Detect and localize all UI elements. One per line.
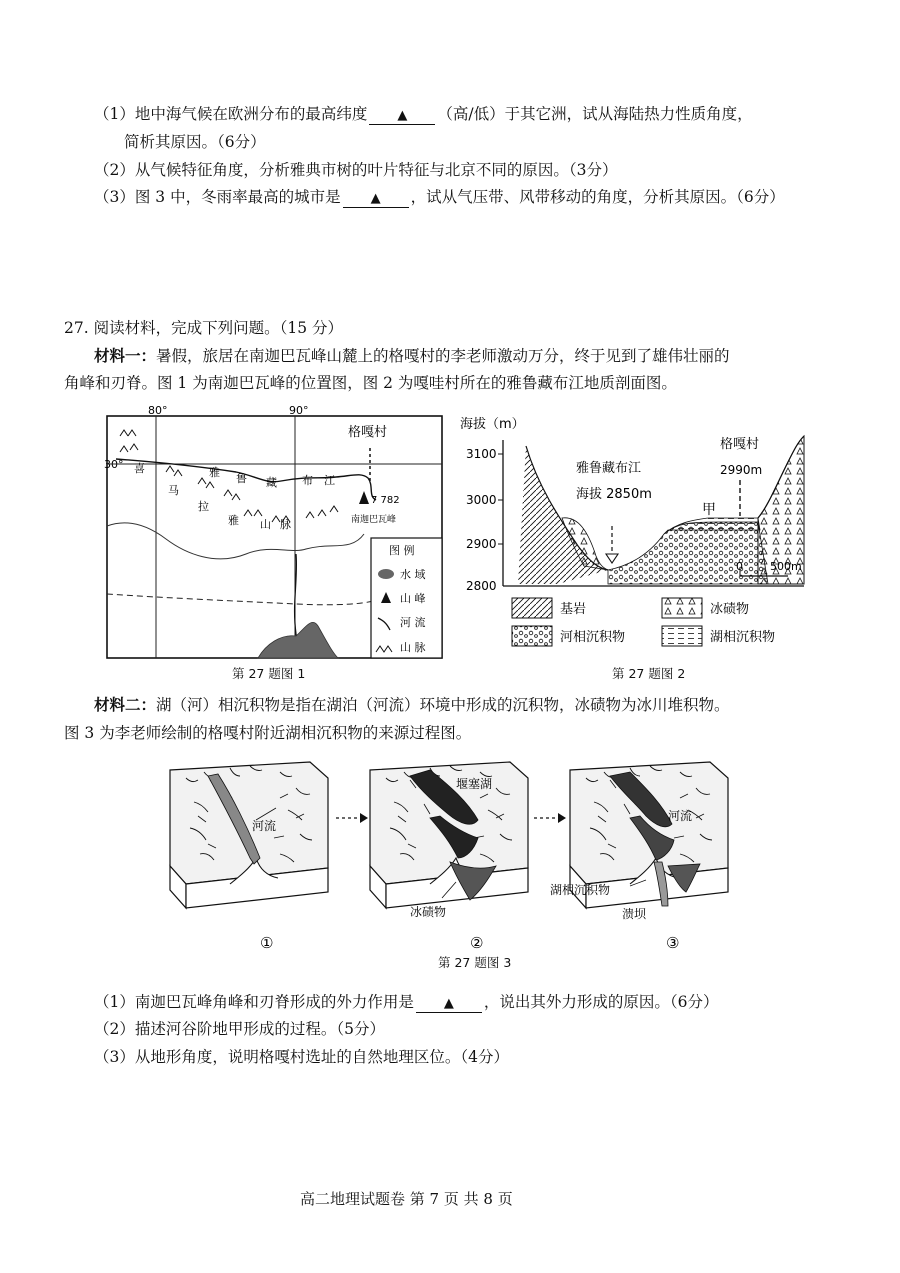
scale-length: 500m xyxy=(770,560,802,573)
page-footer: 高二地理试题卷 第 7 页 共 8 页 xyxy=(300,1190,513,1208)
map-village-label: 格嘎村 xyxy=(348,425,388,440)
lacustrine-legend-swatch xyxy=(662,626,702,646)
profile-y-axis-label: 海拔（m） xyxy=(460,417,525,432)
material2-text: 湖（河）相沉积物是指在湖泊（河流）环境中形成的沉积物，冰碛物为冰川堆积物。 xyxy=(156,696,730,714)
q27-sub2: （2）描述河谷阶地甲形成的过程。（5分） xyxy=(94,1020,385,1038)
q27-sub1-text-a: （1）南迦巴瓦峰角峰和刃脊形成的外力作用是 xyxy=(94,993,414,1011)
q26-sub1-line1 xyxy=(94,104,753,125)
terrace-jia-label: 甲 xyxy=(702,502,716,518)
legend-title: 图 例 xyxy=(389,544,415,557)
q26-sub1-text-a: （1）地中海气候在欧洲分布的最高纬度 xyxy=(94,105,368,123)
q26-sub3-text-a: （3）图 3 中，冬雨率最高的城市是 xyxy=(94,188,341,206)
ytick-2900: 2900 xyxy=(466,537,497,551)
scale-zero: 0 xyxy=(736,560,743,573)
material1-label: 材料一： xyxy=(94,346,157,365)
arrow-right-icon xyxy=(558,813,566,823)
legend-bedrock: 基岩 xyxy=(560,602,587,617)
legend-water: 水 域 xyxy=(400,568,426,581)
legend-moraine: 冰碛物 xyxy=(710,602,750,617)
answer-blank: ▲ xyxy=(416,996,482,1013)
q26-sub1-text-b: （高/低）于其它洲，试从海陆热力性质角度， xyxy=(437,105,753,123)
panel-1-block xyxy=(170,762,328,908)
q27-title: 27. 阅读材料，完成下列问题。（15 分） xyxy=(64,319,343,337)
panel2-lake-label: 堰塞湖 xyxy=(456,777,493,791)
q27-sub3: （3）从地形角度，说明格嘎村选址的自然地理区位。（4分） xyxy=(94,1048,509,1066)
range-label-char: 喜 xyxy=(134,462,145,475)
figure-2-profile xyxy=(458,406,810,662)
bedrock-legend-swatch xyxy=(512,598,552,618)
panel-number-1: ① xyxy=(260,934,274,952)
range-label-char: 山 xyxy=(260,518,271,531)
figure-1-caption: 第 27 题图 1 xyxy=(232,666,306,681)
panel3-lacustrine-label: 湖相沉积物 xyxy=(550,883,611,897)
q27-material1-line2: 角峰和刃脊。图 1 为南迦巴瓦峰的位置图，图 2 为嘎哇村所在的雅鲁藏布江地质剖面图。 xyxy=(64,374,677,392)
river-label-char: 鲁 xyxy=(236,472,247,485)
legend-mountain: 山 脉 xyxy=(400,641,426,654)
panel3-river-label: 河流 xyxy=(668,809,693,823)
river-label-char: 藏 xyxy=(266,476,277,489)
fluvial-legend-swatch xyxy=(512,626,552,646)
q27-sub1-text-b: ，说出其外力形成的原因。（6分） xyxy=(483,993,719,1011)
ytick-2800: 2800 xyxy=(466,579,497,593)
panel-3-block xyxy=(550,762,728,921)
range-label-char: 雅 xyxy=(228,514,239,527)
panel-number-2: ② xyxy=(470,934,484,952)
river-level-marker-icon xyxy=(606,554,618,563)
latitude-30-label: 30° xyxy=(104,458,124,471)
legend-peak: 山 峰 xyxy=(400,592,426,605)
q27-material2 xyxy=(94,695,730,715)
q27-material1 xyxy=(94,346,730,366)
fluvial-deposit-layer xyxy=(608,522,768,584)
figure-2-caption: 第 27 题图 2 xyxy=(612,666,686,681)
material1-text: 暑假，旅居在南迦巴瓦峰山麓上的格嘎村的李老师激动万分，终于见到了雄伟壮丽的 xyxy=(156,347,730,365)
range-label-char: 脉 xyxy=(280,518,291,531)
answer-blank: ▲ xyxy=(369,108,435,125)
arrow-right-icon xyxy=(360,813,368,823)
longitude-90-label: 90° xyxy=(289,404,309,417)
peak-name-label: 南迦巴瓦峰 xyxy=(351,515,397,525)
longitude-80-label: 80° xyxy=(148,404,168,417)
moraine-legend-swatch xyxy=(662,598,702,618)
panel-2-block xyxy=(370,762,528,919)
panel-number-3: ③ xyxy=(666,934,680,952)
q26-sub3 xyxy=(94,187,785,208)
q27-sub1 xyxy=(94,992,719,1013)
legend-river: 河 流 xyxy=(400,616,426,629)
range-label-char: 拉 xyxy=(198,500,209,513)
legend-lacustrine: 湖相沉积物 xyxy=(710,630,776,645)
profile-river-label: 雅鲁藏布江 xyxy=(576,461,642,476)
river-label-char: 雅 xyxy=(209,466,220,479)
range-label-char: 马 xyxy=(168,484,179,497)
river-label-char: 江 xyxy=(324,474,335,487)
answer-blank: ▲ xyxy=(343,191,409,208)
panel1-river-label: 河流 xyxy=(252,819,277,833)
q27-material2-line2: 图 3 为李老师绘制的格嘎村附近湖相沉积物的来源过程图。 xyxy=(64,724,472,742)
figure-1-location-map xyxy=(106,404,444,660)
peak-height-label: 7 782 xyxy=(371,495,400,506)
water-legend-icon xyxy=(378,569,394,579)
legend-fluvial: 河相沉积物 xyxy=(560,630,626,645)
figure-3-caption: 第 27 题图 3 xyxy=(438,955,512,970)
panel3-dam-break-label: 溃坝 xyxy=(622,907,647,921)
profile-river-altitude: 海拔 2850m xyxy=(576,487,652,502)
ytick-3100: 3100 xyxy=(466,447,497,461)
profile-village-altitude: 2990m xyxy=(720,463,763,477)
q26-sub2: （2）从气候特征角度，分析雅典市树的叶片特征与北京不同的原因。（3分） xyxy=(94,161,618,179)
q26-sub1-line2: 简析其原因。（6分） xyxy=(124,133,266,151)
q26-sub3-text-b: ，试从气压带、风带移动的角度，分析其原因。（6分） xyxy=(410,188,785,206)
ytick-3000: 3000 xyxy=(466,493,497,507)
material2-label: 材料二： xyxy=(94,695,157,714)
panel2-moraine-label: 冰碛物 xyxy=(410,905,447,919)
profile-village-label: 格嘎村 xyxy=(720,437,760,452)
river-label-char: 布 xyxy=(302,474,313,487)
figure-3-process xyxy=(160,758,760,970)
